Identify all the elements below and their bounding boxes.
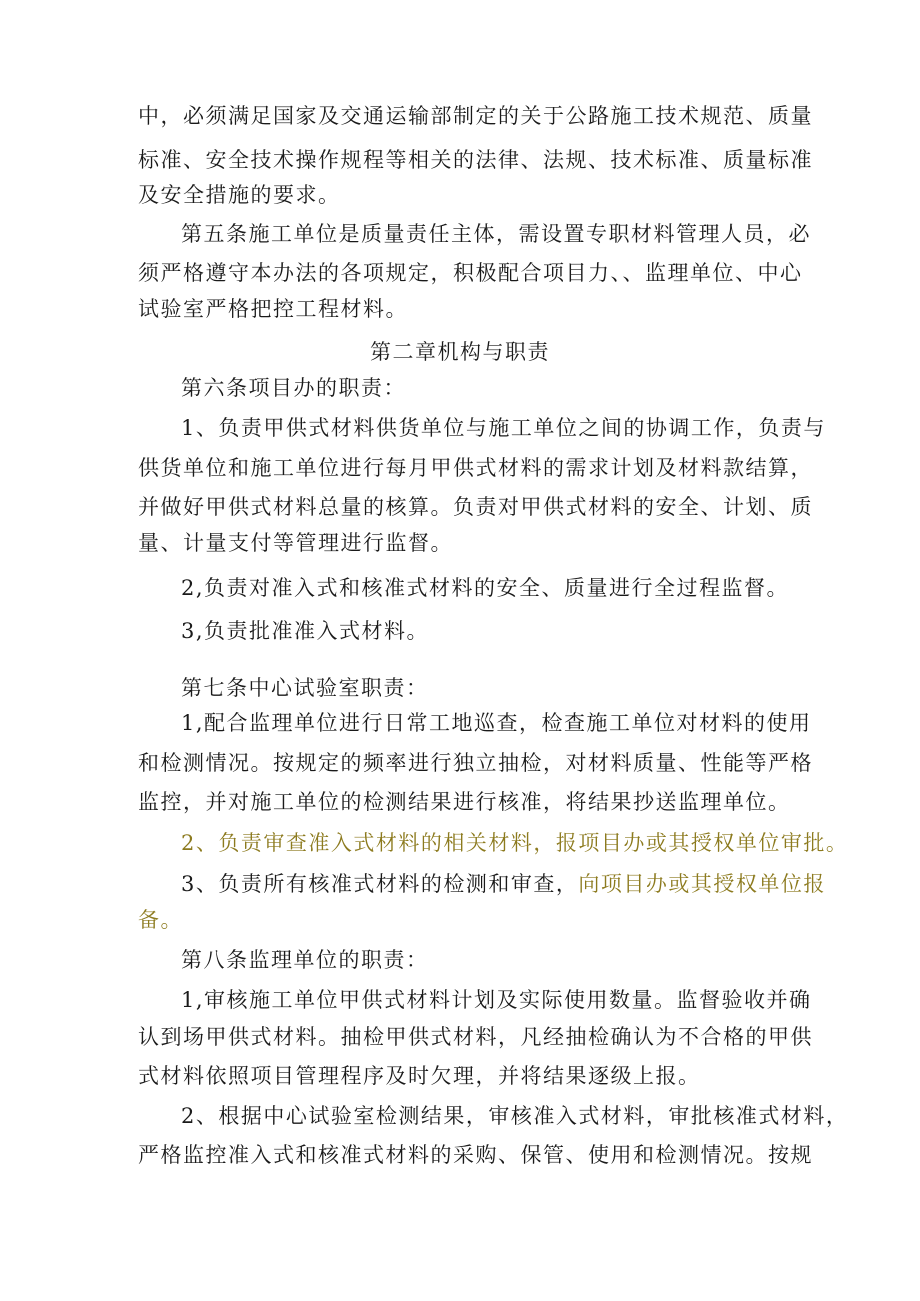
text-line: 式材料依照项目管理程序及时欠理，并将结果逐级上报。 xyxy=(138,1064,701,1088)
section-heading: 第八条监理单位的职责： xyxy=(181,948,429,972)
highlighted-text-line: 2、负责审查准入式材料的相关材料，报项目办或其授权单位审批。 xyxy=(181,831,849,855)
text-line: 量、计量支付等管理进行监督。 xyxy=(138,531,453,555)
text-line: 1,审核施工单位甲供式材料计划及实际使用数量。监督验收并确 xyxy=(181,988,812,1012)
highlighted-text-segment: 向项目办或其授权单位报 xyxy=(578,872,826,896)
text-line: 3,负责批准准入式材料。 xyxy=(181,619,430,643)
text-line: 中，必须满足国家及交通运输部制定的关于公路施工技术规范、质量 xyxy=(138,104,813,128)
section-heading: 第七条中心试验室职责： xyxy=(181,676,429,700)
text-line: 认到场甲供式材料。抽检甲供式材料，凡经抽检确认为不合格的甲供 xyxy=(138,1025,813,1049)
text-line: 第五条施工单位是质量责任主体，需设置专职材料管理人员，必 xyxy=(181,222,811,246)
text-segment: 3、负责所有核准式材料的检测和审查， xyxy=(181,872,579,896)
text-line: 监控，并对施工单位的检测结果进行核准，将结果抄送监理单位。 xyxy=(138,790,791,814)
chapter-heading: 第二章机构与职责 xyxy=(370,340,550,364)
text-line: 1、负责甲供式材料供货单位与施工单位之间的协调工作，负责与 xyxy=(181,416,826,440)
text-line: 2,负责对准入式和核准式材料的安全、质量进行全过程监督。 xyxy=(181,576,790,600)
text-line: 标准、安全技术操作规程等相关的法律、法规、技术标准、质量标准 xyxy=(138,148,813,172)
text-line: 试验室严格把控工程材料。 xyxy=(138,297,408,321)
text-line: 及安全措施的要求。 xyxy=(138,183,341,207)
section-heading: 第六条项目办的职责： xyxy=(181,376,406,400)
text-line: 须严格遵守本办法的各项规定，积极配合项目力、、监理单位、中心 xyxy=(138,261,803,285)
text-line: 和检测情况。按规定的频率进行独立抽检，对材料质量、性能等严格 xyxy=(138,751,813,775)
text-line: 严格监控准入式和核准式材料的采购、保管、使用和检测情况。按规 xyxy=(138,1143,813,1167)
text-line xyxy=(181,869,826,899)
text-line: 2、根据中心试验室检测结果，审核准入式材料，审批核准式材料， xyxy=(181,1104,849,1128)
text-line: 并做好甲供式材料总量的核算。负责对甲供式材料的安全、计划、质 xyxy=(138,495,813,519)
highlighted-text-line: 备。 xyxy=(138,908,183,932)
text-line: 供货单位和施工单位进行每月甲供式材料的需求计划及材料款结算， xyxy=(138,456,813,480)
text-line: 1,配合监理单位进行日常工地巡查，检查施工单位对材料的使用 xyxy=(181,711,812,735)
